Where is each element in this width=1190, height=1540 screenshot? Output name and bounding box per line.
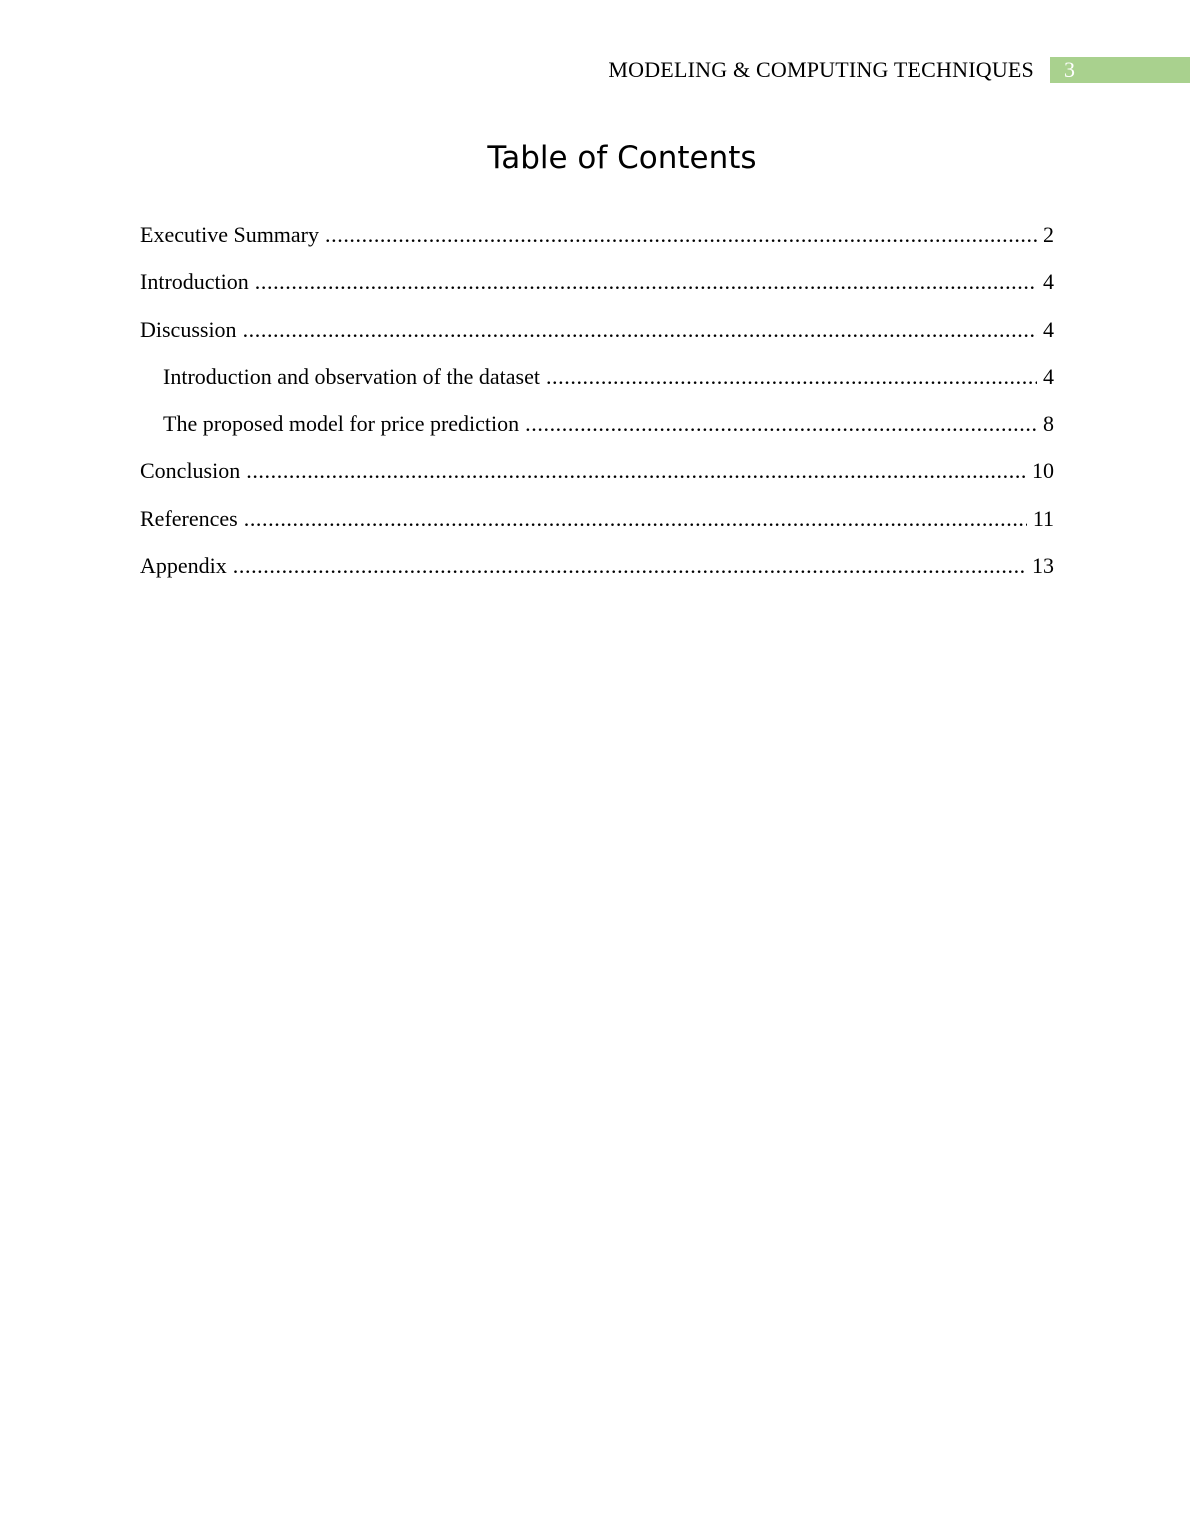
toc-entry-label: Introduction and observation of the dataset [163,363,540,389]
toc-entry-label: Conclusion [140,458,241,484]
toc-entry-page: 13 [1032,553,1054,579]
toc-entry-page: 10 [1032,458,1054,484]
toc-entry-page: 4 [1043,316,1054,342]
toc-entry-introduction[interactable] [140,267,1054,314]
toc-dot-leader [525,409,1037,439]
toc-entry-label: Introduction [140,269,249,295]
toc-entry-dataset-observation[interactable] [140,362,1054,409]
toc-entry-label: Appendix [140,553,227,579]
toc-dot-leader [243,315,1037,345]
toc-entry-proposed-model[interactable] [140,409,1054,456]
toc-entry-page: 8 [1043,411,1054,437]
toc-dot-leader [325,220,1037,250]
toc-entry-label: Executive Summary [140,222,320,247]
toc-dot-leader [233,551,1026,581]
toc-dot-leader [246,456,1026,486]
toc-dot-leader [255,267,1037,297]
toc-entry-page: 4 [1043,269,1054,295]
toc-entry-page: 2 [1043,222,1054,247]
toc-entry-references[interactable] [140,504,1054,551]
toc-entry-appendix[interactable] [140,551,1054,598]
toc-entry-label: References [140,505,238,531]
page-number-badge [1050,57,1190,83]
page-number: 3 [1064,57,1075,82]
toc-entry-executive-summary[interactable] [140,220,1054,267]
running-header-title: MODELING & COMPUTING TECHNIQUES [608,57,1034,82]
toc-dot-leader [546,362,1037,392]
toc-entry-conclusion[interactable] [140,456,1054,503]
toc-entry-page: 4 [1043,363,1054,389]
table-of-contents [140,220,1054,598]
toc-entry-page: 11 [1032,505,1054,531]
toc-entry-label: Discussion [140,316,237,342]
toc-entry-discussion[interactable] [140,315,1054,362]
toc-dot-leader [244,504,1027,534]
toc-entry-label: The proposed model for price prediction [163,411,520,437]
toc-title: Table of Contents [487,140,757,176]
